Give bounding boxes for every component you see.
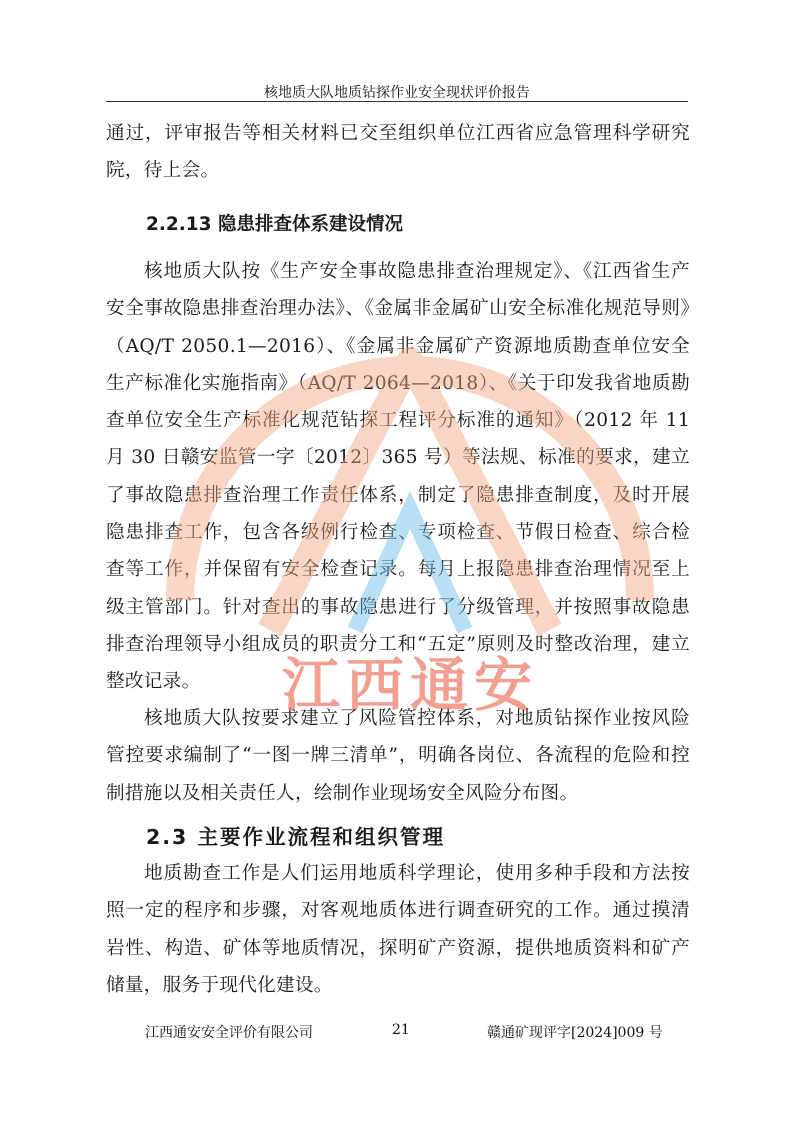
paragraph-hidden-danger-system: 核地质大队按《生产安全事故隐患排查治理规定》、《江西省生产安全事故隐患排查治理办法》、《金属非金属矿山安全标准化规范导则》（AQ/T 2050.1—2016）、《金属非金属矿产资源地质勘查单位安全生产标准化实施指南》（AQ/T 2064—2018）、《关于印发我省地质勘查单位安全生产标准化规范钻探工程评分标准的通知》（2012 年 11 月 30 日赣安监管一字〔2012〕365 号）等法规、标准的要求，建立了事故隐患排查治理工作责任体系，制定了隐患排查制度，及时开展隐患排查工作，包含各级例行检查、专项检查、节假日检查、综合检查等工作，并保留有安全检查记录。每月上报隐患排查治理情况至上级主管部门。针对查出的事故隐患进行了分级管理，并按照事故隐患排查治理领导小组成员的职责分工和“五定”原则及时整改治理，建立整改记录。: [106, 261, 690, 693]
section-heading-2-3: 2.3 主要作业流程和组织管理: [146, 825, 445, 849]
paragraph-risk-control-system: 核地质大队按要求建立了风险管控体系，对地质钻探作业按风险管控要求编制了“一图一牌三清单”，明确各岗位、各流程的危险和控制措施以及相关责任人，绘制作业现场安全风险分布图。: [106, 708, 690, 804]
paragraph-geological-survey: 地质勘查工作是人们运用地质科学理论，使用多种手段和方法按照一定的程序和步骤，对客观地质体进行调查研究的工作。通过摸清岩性、构造、矿体等地质情况，探明矿产资源，提供地质资料和矿产储量，服务于现代化建设。: [106, 863, 690, 996]
footer-page-number: 21: [392, 1022, 410, 1038]
section-heading-2-2-13: 2.2.13 隐患排查体系建设情况: [146, 214, 403, 235]
header-divider: [106, 101, 688, 102]
footer-company: 江西通安安全评价有限公司: [145, 1025, 313, 1041]
page-header-title: 核地质大队地质钻探作业安全现状评价报告: [264, 85, 530, 101]
paragraph-intro: 通过，评审报告等相关材料已交至组织单位江西省应急管理科学研究院，待上会。: [106, 123, 690, 182]
footer-document-number: 赣通矿现评字[2024]009 号: [487, 1025, 663, 1041]
watermark-text: 江西通安: [281, 651, 539, 719]
